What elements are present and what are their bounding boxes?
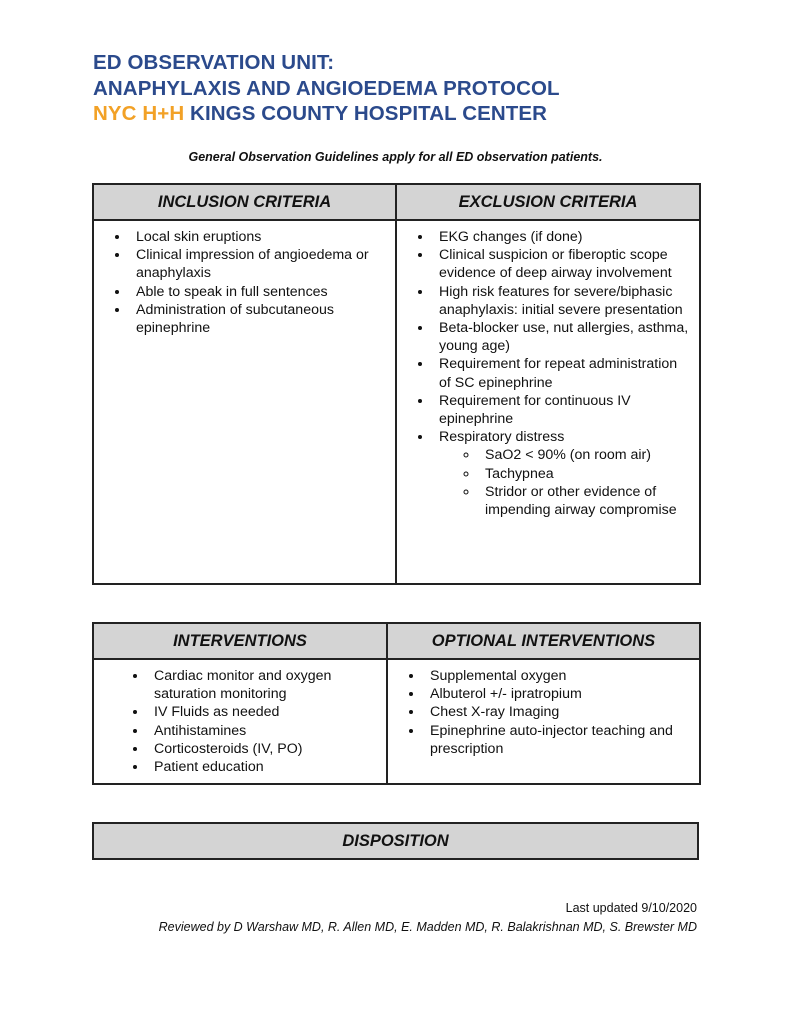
interventions-table	[92, 622, 701, 785]
list-item: • EKG changes (if done)	[433, 228, 691, 246]
list-item: • High risk features for severe/biphasic anaphylaxis: initial severe presentation	[433, 283, 691, 319]
header-line-hospital	[93, 101, 560, 127]
inclusion-criteria-cell	[93, 220, 396, 584]
list-item: • Cardiac monitor and oxygen saturation monitoring	[148, 667, 378, 703]
guidelines-note: General Observation Guidelines apply for all ED observation patients.	[188, 150, 603, 164]
exclusion-criteria-heading: EXCLUSION CRITERIA	[396, 184, 700, 220]
list-item: • Patient education	[148, 758, 378, 776]
list-item: • Local skin eruptions	[130, 228, 387, 246]
list-item: • Able to speak in full sentences	[130, 283, 387, 301]
list-item: • Epinephrine auto-injector teaching and prescription	[424, 722, 691, 758]
list-item: • IV Fluids as needed	[148, 703, 378, 721]
interventions-heading: INTERVENTIONS	[93, 623, 387, 659]
exclusion-criteria-cell	[396, 220, 700, 584]
list-item-label: Respiratory distress	[439, 429, 565, 446]
list-item: • Chest X-ray Imaging	[424, 703, 691, 721]
header-line-unit: ED OBSERVATION UNIT:	[93, 51, 335, 74]
optional-interventions-heading: OPTIONAL INTERVENTIONS	[387, 623, 700, 659]
criteria-table	[92, 183, 701, 585]
disposition-table	[92, 822, 699, 860]
list-item: • Clinical impression of angioedema or anaphylaxis	[130, 246, 387, 282]
interventions-list	[102, 667, 378, 776]
list-item: • Requirement for continuous IV epinephrine	[433, 392, 691, 428]
list-item: • Beta-blocker use, nut allergies, asthma, young age)	[433, 319, 691, 355]
sub-list-item: ◦ Stridor or other evidence of impending airway compromise	[479, 483, 691, 519]
optional-interventions-cell	[387, 659, 700, 784]
interventions-cell	[93, 659, 387, 784]
reviewers-line: Reviewed by D Warshaw MD, R. Allen MD, E. Madden MD, R. Balakrishnan MD, S. Brewster MD	[158, 920, 697, 934]
sub-list-item: ◦ Tachypnea	[479, 465, 691, 483]
list-item: • Albuterol +/- ipratropium	[424, 685, 691, 703]
inclusion-criteria-list	[102, 228, 387, 337]
document-header	[93, 50, 560, 127]
disposition-heading: DISPOSITION	[93, 823, 698, 859]
list-item: • Supplemental oxygen	[424, 667, 691, 685]
last-updated-date: Last updated 9/10/2020	[565, 901, 697, 915]
sub-list-item: ◦ SaO2 < 90% (on room air)	[479, 446, 691, 464]
respiratory-distress-sublist	[439, 446, 691, 519]
optional-interventions-list	[396, 667, 691, 758]
inclusion-criteria-heading: INCLUSION CRITERIA	[93, 184, 396, 220]
list-item: • Corticosteroids (IV, PO)	[148, 740, 378, 758]
list-item: • Antihistamines	[148, 722, 378, 740]
header-hospital-name: KINGS COUNTY HOSPITAL CENTER	[184, 102, 548, 125]
header-org-prefix: NYC H+H	[93, 102, 185, 125]
list-item-respiratory-distress	[433, 428, 691, 519]
exclusion-criteria-list	[405, 228, 691, 519]
header-line-protocol: ANAPHYLAXIS AND ANGIOEDEMA PROTOCOL	[93, 76, 560, 100]
list-item: • Administration of subcutaneous epinephrine	[130, 301, 387, 337]
list-item: • Requirement for repeat administration of SC epinephrine	[433, 355, 691, 391]
list-item: • Clinical suspicion or fiberoptic scope evidence of deep airway involvement	[433, 246, 691, 282]
